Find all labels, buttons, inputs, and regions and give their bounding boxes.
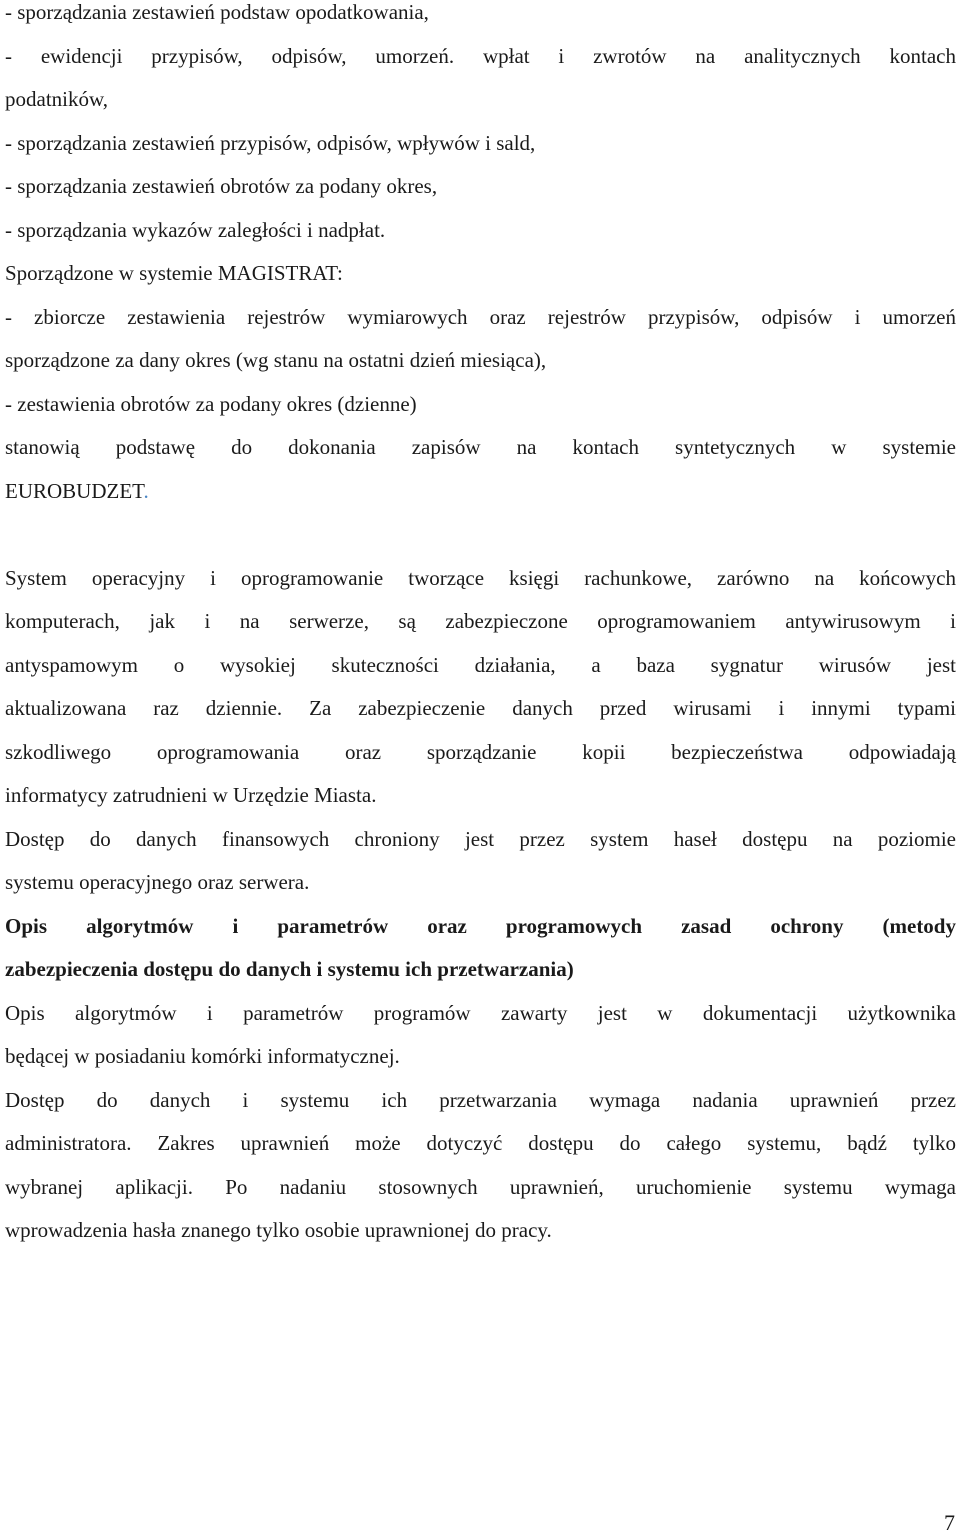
text-line: - zbiorcze zestawienia rejestrów wymiarowych oraz rejestrów przypisów, odpisów i umorzeń xyxy=(5,304,956,329)
text-line: - sporządzania zestawień podstaw opodatkowania, xyxy=(5,0,429,24)
text-line: - sporządzania zestawień przypisów, odpisów, wpływów i sald, xyxy=(5,130,536,155)
text-line: będącej w posiadaniu komórki informatycznej. xyxy=(5,1044,400,1068)
text-line: wybranej aplikacji. Po nadaniu stosownych uprawnień, uruchomienie systemu wymaga xyxy=(5,1174,956,1199)
document-page xyxy=(5,0,956,1253)
text-line: stanowią podstawę do dokonania zapisów na kontach syntetycznych w systemie xyxy=(5,435,956,459)
text-line: informatycy zatrudnieni w Urzędzie Miasta. xyxy=(5,783,377,807)
text-line: administratora. Zakres uprawnień może dotyczyć dostępu do całego systemu, bądź tylko xyxy=(5,1131,956,1155)
eurobudzet-word: EUROBUDZET xyxy=(5,478,144,503)
text-line-eurobudzet xyxy=(5,470,956,514)
text-line: Dostęp do danych i systemu ich przetwarzania wymaga nadania uprawnień przez xyxy=(5,1087,956,1112)
text-line: Sporządzone w systemie MAGISTRAT: xyxy=(5,261,343,285)
text-line: - ewidencji przypisów, odpisów, umorzeń. wpłat i zwrotów na analitycznych kontach xyxy=(5,43,956,68)
text-line: wprowadzenia hasła znanego tylko osobie uprawnionej do pracy. xyxy=(5,1218,552,1242)
text-line: Opis algorytmów i parametrów oraz programowych zasad ochrony (metody xyxy=(5,913,956,938)
text-line: antyspamowym o wysokiej skuteczności działania, a baza sygnatur wirusów jest xyxy=(5,652,956,677)
text-line: sporządzone za dany okres (wg stanu na ostatni dzień miesiąca), xyxy=(5,348,547,372)
text-line: - zestawienia obrotów za podany okres (dzienne) xyxy=(5,391,417,416)
text-line: zabezpieczenia dostępu do danych i systemu ich przetwarzania) xyxy=(5,957,574,981)
page-number: 7 xyxy=(944,1510,955,1535)
text-line: aktualizowana raz dziennie. Za zabezpieczenie danych przed wirusami i innymi typami xyxy=(5,696,956,720)
eurobudzet-period: . xyxy=(143,478,149,503)
text-line: szkodliwego oprogramowania oraz sporządzanie kopii bezpieczeństwa odpowiadają xyxy=(5,739,956,764)
text-line: Opis algorytmów i parametrów programów zawarty jest w dokumentacji użytkownika xyxy=(5,1000,956,1025)
text-line: System operacyjny i oprogramowanie tworzące księgi rachunkowe, zarówno na końcowych xyxy=(5,565,956,590)
text-line: komputerach, jak i na serwerze, są zabezpieczone oprogramowaniem antywirusowym i xyxy=(5,609,956,633)
text-line: - sporządzania zestawień obrotów za podany okres, xyxy=(5,174,438,198)
text-line: Dostęp do danych finansowych chroniony jest przez system haseł dostępu na poziomie xyxy=(5,826,956,851)
text-block-bottom xyxy=(5,557,956,1253)
text-line: systemu operacyjnego oraz serwera. xyxy=(5,870,310,894)
text-block-top xyxy=(5,0,956,470)
text-line: podatników, xyxy=(5,87,109,111)
text-line: - sporządzania wykazów zaległości i nadpłat. xyxy=(5,217,386,242)
paragraph-gap xyxy=(5,513,956,557)
